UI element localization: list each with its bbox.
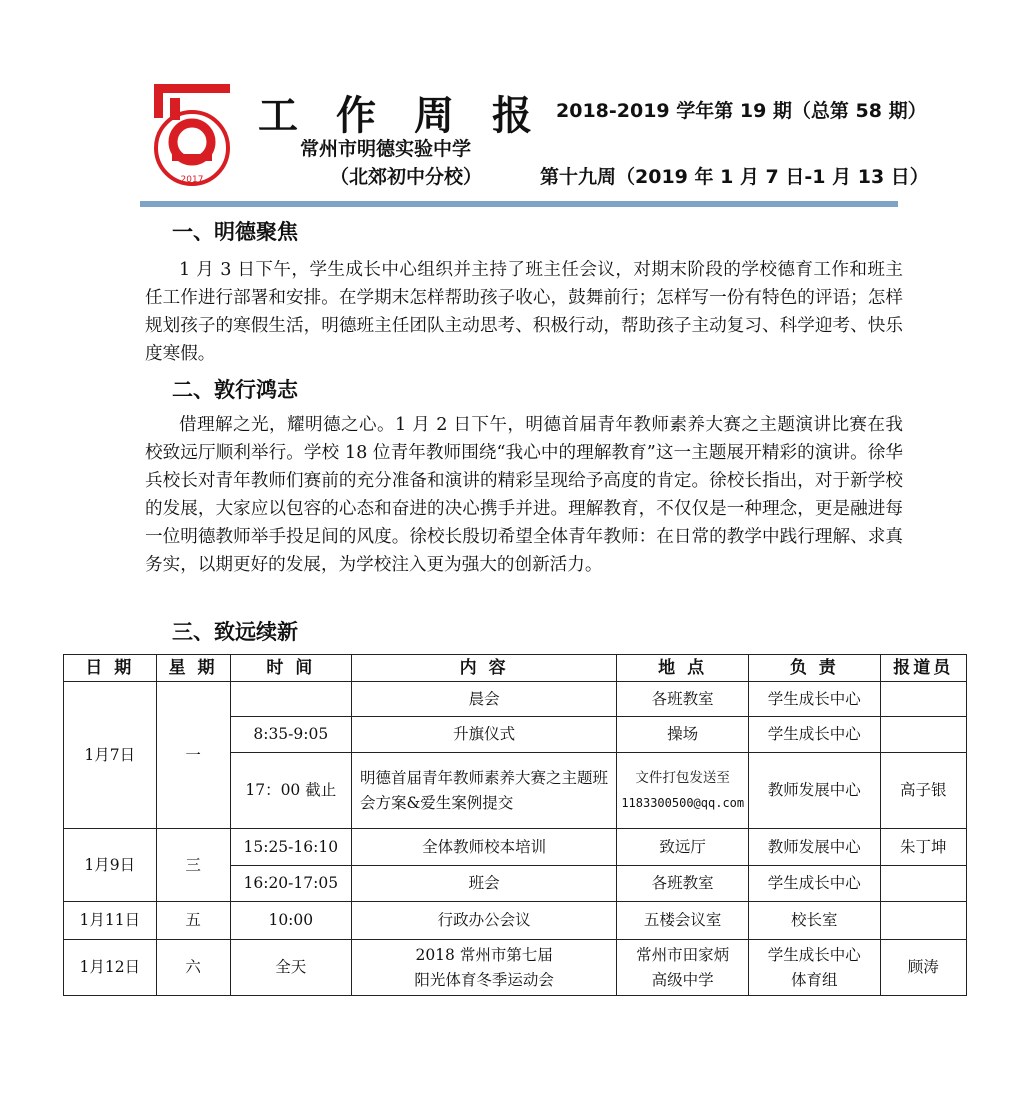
section-paragraph-1: 1 月 3 日下午，学生成长中心组织并主持了班主任会议，对期末阶段的学校德育工作和班主任工作进行部署和安排。在学期末怎样帮助孩子收心，鼓舞前行；怎样写一份有特色的评语；怎样规划孩子的寒假生活，明德班主任团队主动思考、积极行动，帮助孩子主动复习、科学迎考、快乐度寒假。 <box>145 260 903 364</box>
cell-content: 全体教师校本培训 <box>351 829 616 866</box>
issue-number: 2018-2019 学年第 19 期（总第 58 期） <box>556 100 927 122</box>
cell-reporter <box>880 902 966 940</box>
header-place: 地 点 <box>617 655 749 682</box>
cell-weekday: 六 <box>156 940 230 996</box>
cell-owner: 教师发展中心 <box>748 829 880 866</box>
schedule-table <box>63 654 967 996</box>
cell-place: 各班教室 <box>617 866 749 902</box>
cell-time: 17：00 截止 <box>230 753 351 829</box>
cell-reporter: 顾涛 <box>880 940 966 996</box>
cell-owner: 教师发展中心 <box>748 753 880 829</box>
cell-content <box>351 940 616 996</box>
cell-date: 1月9日 <box>64 829 157 902</box>
header-time: 时 间 <box>230 655 351 682</box>
cell-content: 行政办公会议 <box>351 902 616 940</box>
table-row <box>64 902 967 940</box>
header-weekday: 星 期 <box>156 655 230 682</box>
cell-weekday: 三 <box>156 829 230 902</box>
page-title: 工作周报 <box>258 93 570 139</box>
header-reporter: 报道员 <box>880 655 966 682</box>
cell-owner-line1: 学生成长中心 <box>767 945 861 964</box>
cell-reporter <box>880 866 966 902</box>
cell-content: 升旗仪式 <box>351 717 616 753</box>
cell-place: 五楼会议室 <box>617 902 749 940</box>
cell-reporter <box>880 717 966 753</box>
cell-place-line1: 文件打包发送至 <box>635 769 730 786</box>
cell-owner: 学生成长中心 <box>748 866 880 902</box>
header-date: 日 期 <box>64 655 157 682</box>
header-owner: 负 责 <box>748 655 880 682</box>
cell-date: 1月12日 <box>64 940 157 996</box>
logo-year: 2017 <box>180 175 204 185</box>
cell-place: 致远厅 <box>617 829 749 866</box>
cell-owner: 学生成长中心 <box>748 682 880 717</box>
table-header-row <box>64 655 967 682</box>
cell-time: 16:20-17:05 <box>230 866 351 902</box>
cell-owner: 学生成长中心 <box>748 717 880 753</box>
school-name: 常州市明德实验中学 <box>300 138 472 160</box>
cell-place <box>617 753 749 829</box>
cell-reporter: 高子银 <box>880 753 966 829</box>
school-logo <box>148 80 236 190</box>
cell-content-line1: 2018 常州市第七届 <box>415 945 553 964</box>
table-row <box>64 940 967 996</box>
header-divider <box>140 201 898 207</box>
cell-content: 明德首届青年教师素养大赛之主题班会方案&爱生案例提交 <box>351 753 616 829</box>
section-heading-2: 二、敦行鸿志 <box>172 378 298 402</box>
cell-weekday: 五 <box>156 902 230 940</box>
cell-content: 班会 <box>351 866 616 902</box>
cell-time: 8:35-9:05 <box>230 717 351 753</box>
cell-date: 1月11日 <box>64 902 157 940</box>
cell-place-line1: 常州市田家炳 <box>636 945 730 964</box>
cell-place <box>617 940 749 996</box>
cell-place: 操场 <box>617 717 749 753</box>
cell-reporter <box>880 682 966 717</box>
cell-place-line2: 1183300500@qq.com <box>621 795 745 810</box>
cell-content-line2: 阳光体育冬季运动会 <box>414 970 554 989</box>
section-paragraph-2: 借理解之光，耀明德之心。1 月 2 日下午，明德首届青年教师素养大赛之主题演讲比赛在我校致远厅顺利举行。学校 18 位青年教师围绕“我心中的理解教育”这一主题展开精彩的演讲。徐华兵校长对青年教师们赛前的充分准备和演讲的精彩呈现给予高度的肯定。徐校长指出，对于新学校的发展，大家应以包容的心态和奋进的决心携手并进。理解教育，不仅仅是一种理念，更是融进每一位明德教师举手投足间的风度。徐校长殷切希望全体青年教师：在日常的教学中践行理解、求真务实，以期更好的发展，为学校注入更为强大的创新活力。 <box>145 415 903 575</box>
header-content: 内 容 <box>351 655 616 682</box>
cell-reporter: 朱丁坤 <box>880 829 966 866</box>
week-range: 第十九周（2019 年 1 月 7 日-1 月 13 日） <box>540 166 929 188</box>
cell-content: 晨会 <box>351 682 616 717</box>
cell-time <box>230 682 351 717</box>
cell-time: 全天 <box>230 940 351 996</box>
cell-place: 各班教室 <box>617 682 749 717</box>
cell-date: 1月7日 <box>64 682 157 829</box>
table-row <box>64 829 967 866</box>
section-heading-3: 三、致远续新 <box>172 620 298 644</box>
branch-name: （北郊初中分校） <box>330 166 483 188</box>
table-row <box>64 682 967 717</box>
cell-weekday: 一 <box>156 682 230 829</box>
cell-place-line2: 高级中学 <box>651 970 714 989</box>
cell-owner-line2: 体育组 <box>791 970 838 989</box>
cell-owner: 校长室 <box>748 902 880 940</box>
cell-owner <box>748 940 880 996</box>
section-heading-1: 一、明德聚焦 <box>172 220 298 244</box>
cell-time: 10:00 <box>230 902 351 940</box>
cell-time: 15:25-16:10 <box>230 829 351 866</box>
